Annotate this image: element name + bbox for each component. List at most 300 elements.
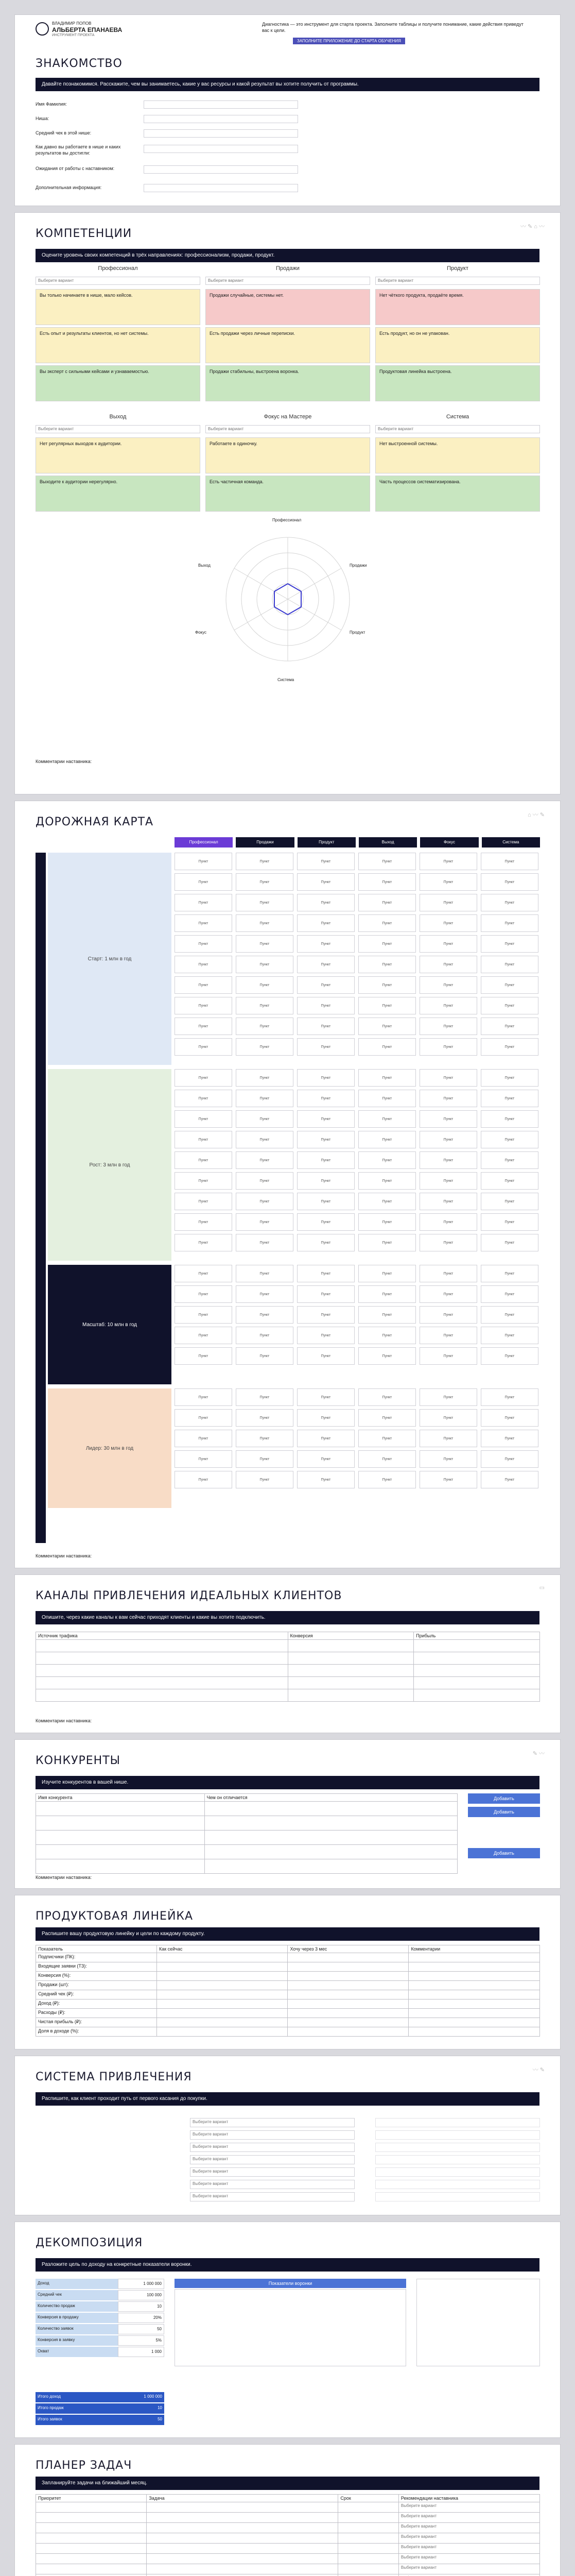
- table-row[interactable]: [36, 2564, 540, 2574]
- cell-input[interactable]: [338, 2574, 398, 2576]
- cell-input[interactable]: [156, 1990, 288, 1999]
- roadmap-item[interactable]: Пункт: [481, 976, 538, 994]
- table-row[interactable]: [36, 1953, 540, 1962]
- table-row[interactable]: [36, 2554, 540, 2564]
- system-step-select[interactable]: Выберите вариант: [190, 2180, 355, 2189]
- decomposition-value[interactable]: 10: [118, 2301, 164, 2312]
- table-row[interactable]: [36, 2533, 540, 2544]
- table-row[interactable]: [36, 2513, 540, 2523]
- roadmap-item[interactable]: Пункт: [175, 1038, 232, 1056]
- roadmap-item[interactable]: Пункт: [297, 1265, 355, 1282]
- roadmap-item[interactable]: Пункт: [297, 1069, 355, 1087]
- roadmap-item[interactable]: Пункт: [358, 1018, 416, 1035]
- roadmap-item[interactable]: Пункт: [358, 997, 416, 1014]
- roadmap-item[interactable]: Пункт: [175, 1018, 232, 1035]
- roadmap-item[interactable]: Пункт: [481, 997, 538, 1014]
- roadmap-item[interactable]: Пункт: [358, 1213, 416, 1231]
- roadmap-item[interactable]: Пункт: [481, 1347, 538, 1365]
- roadmap-item[interactable]: Пункт: [481, 956, 538, 973]
- roadmap-item[interactable]: Пункт: [175, 1285, 232, 1303]
- decomposition-value[interactable]: 100 000: [118, 2290, 164, 2300]
- roadmap-item[interactable]: Пункт: [358, 1069, 416, 1087]
- task-recommendation-select[interactable]: Выберите вариант: [398, 2513, 539, 2523]
- cell-input[interactable]: [409, 1953, 540, 1962]
- cell-input[interactable]: [288, 1962, 409, 1972]
- roadmap-item[interactable]: Пункт: [358, 1285, 416, 1303]
- roadmap-item[interactable]: Пункт: [175, 853, 232, 870]
- table-row[interactable]: [36, 2502, 540, 2513]
- task-recommendation-select[interactable]: Выберите вариант: [398, 2502, 539, 2513]
- table-row[interactable]: [36, 1981, 540, 1990]
- roadmap-item[interactable]: Пункт: [358, 1388, 416, 1406]
- cell-input[interactable]: [147, 2574, 338, 2576]
- extra-info-field[interactable]: [144, 184, 298, 192]
- cell-input[interactable]: [156, 2009, 288, 2018]
- select-focus[interactable]: Выберите вариант: [205, 425, 370, 433]
- roadmap-item[interactable]: Пункт: [175, 1471, 232, 1488]
- table-row[interactable]: [36, 1816, 458, 1831]
- cell-input[interactable]: [156, 1981, 288, 1990]
- roadmap-item[interactable]: Пункт: [420, 1090, 477, 1107]
- roadmap-item[interactable]: Пункт: [358, 1306, 416, 1324]
- roadmap-item[interactable]: Пункт: [481, 1069, 538, 1087]
- roadmap-item[interactable]: Пункт: [175, 935, 232, 953]
- roadmap-item[interactable]: Пункт: [297, 956, 355, 973]
- roadmap-item[interactable]: Пункт: [420, 894, 477, 911]
- roadmap-item[interactable]: Пункт: [175, 1213, 232, 1231]
- cell-input[interactable]: [338, 2564, 398, 2574]
- roadmap-item[interactable]: Пункт: [175, 1172, 232, 1190]
- roadmap-item[interactable]: Пункт: [297, 1193, 355, 1210]
- system-step-select[interactable]: Выберите вариант: [190, 2192, 355, 2201]
- roadmap-item[interactable]: Пункт: [420, 1430, 477, 1447]
- roadmap-item[interactable]: Пункт: [481, 935, 538, 953]
- roadmap-item[interactable]: Пункт: [236, 1018, 293, 1035]
- roadmap-item[interactable]: Пункт: [358, 1430, 416, 1447]
- roadmap-item[interactable]: Пункт: [358, 1327, 416, 1344]
- roadmap-item[interactable]: Пункт: [236, 997, 293, 1014]
- task-recommendation-select[interactable]: Выберите вариант: [398, 2544, 539, 2554]
- decomposition-value[interactable]: 50: [118, 2324, 164, 2334]
- table-row[interactable]: [36, 1665, 540, 1677]
- roadmap-item[interactable]: Пункт: [175, 873, 232, 891]
- cell-input[interactable]: [147, 2554, 338, 2564]
- roadmap-item[interactable]: Пункт: [420, 1234, 477, 1251]
- decomposition-value[interactable]: 1 000: [118, 2347, 164, 2357]
- roadmap-item[interactable]: Пункт: [481, 1306, 538, 1324]
- roadmap-item[interactable]: Пункт: [481, 1450, 538, 1468]
- roadmap-item[interactable]: Пункт: [481, 1471, 538, 1488]
- roadmap-item[interactable]: Пункт: [175, 1306, 232, 1324]
- roadmap-item[interactable]: Пункт: [175, 1327, 232, 1344]
- roadmap-item[interactable]: Пункт: [236, 1430, 293, 1447]
- roadmap-item[interactable]: Пункт: [297, 935, 355, 953]
- roadmap-item[interactable]: Пункт: [236, 935, 293, 953]
- roadmap-item[interactable]: Пункт: [236, 1131, 293, 1148]
- add-competitor-button[interactable]: Добавить: [468, 1793, 540, 1804]
- cell-input[interactable]: [338, 2523, 398, 2533]
- roadmap-item[interactable]: Пункт: [481, 1327, 538, 1344]
- roadmap-item[interactable]: Пункт: [175, 1388, 232, 1406]
- select-exit[interactable]: Выберите вариант: [36, 425, 200, 433]
- roadmap-item[interactable]: Пункт: [175, 997, 232, 1014]
- roadmap-item[interactable]: Пункт: [481, 1110, 538, 1128]
- roadmap-item[interactable]: Пункт: [420, 873, 477, 891]
- roadmap-item[interactable]: Пункт: [358, 1172, 416, 1190]
- cell-input[interactable]: [156, 2027, 288, 2037]
- roadmap-item[interactable]: Пункт: [236, 914, 293, 932]
- task-recommendation-select[interactable]: [398, 2574, 539, 2576]
- table-row[interactable]: [36, 2574, 540, 2576]
- roadmap-item[interactable]: Пункт: [297, 1151, 355, 1169]
- cell-input[interactable]: [147, 2502, 338, 2513]
- channels-table: [36, 1632, 540, 1702]
- roadmap-item[interactable]: Пункт: [236, 1388, 293, 1406]
- roadmap-item[interactable]: Пункт: [236, 1151, 293, 1169]
- roadmap-item[interactable]: Пункт: [420, 1471, 477, 1488]
- cell-input[interactable]: [409, 2027, 540, 2037]
- roadmap-item[interactable]: Пункт: [236, 1265, 293, 1282]
- table-row[interactable]: [36, 1640, 540, 1652]
- roadmap-item[interactable]: Пункт: [297, 1018, 355, 1035]
- cell-input[interactable]: [409, 1981, 540, 1990]
- roadmap-item[interactable]: Пункт: [481, 1388, 538, 1406]
- roadmap-item[interactable]: Пункт: [420, 976, 477, 994]
- table-row[interactable]: [36, 2523, 540, 2533]
- roadmap-item[interactable]: Пункт: [175, 1069, 232, 1087]
- roadmap-item[interactable]: Пункт: [420, 1069, 477, 1087]
- roadmap-item[interactable]: Пункт: [236, 1285, 293, 1303]
- roadmap-item[interactable]: Пункт: [358, 1409, 416, 1427]
- roadmap-item[interactable]: Пункт: [481, 894, 538, 911]
- roadmap-item[interactable]: Пункт: [297, 1234, 355, 1251]
- roadmap-item[interactable]: Пункт: [236, 1213, 293, 1231]
- roadmap-item[interactable]: Пункт: [481, 1213, 538, 1231]
- roadmap-item[interactable]: Пункт: [420, 997, 477, 1014]
- roadmap-item[interactable]: Пункт: [420, 1038, 477, 1056]
- cell-input[interactable]: [156, 2018, 288, 2027]
- roadmap-item[interactable]: Пункт: [236, 1172, 293, 1190]
- roadmap-item[interactable]: Пункт: [420, 1110, 477, 1128]
- table-row[interactable]: [36, 1677, 540, 1689]
- roadmap-item[interactable]: Пункт: [420, 1193, 477, 1210]
- cell-input[interactable]: [36, 2574, 147, 2576]
- roadmap-item[interactable]: Пункт: [420, 1131, 477, 1148]
- system-step-select[interactable]: Выберите вариант: [190, 2167, 355, 2177]
- cell-input[interactable]: [147, 2533, 338, 2544]
- roadmap-item[interactable]: Пункт: [297, 1347, 355, 1365]
- decomposition-value[interactable]: 1 000 000: [118, 2279, 164, 2289]
- roadmap-item[interactable]: Пункт: [175, 1430, 232, 1447]
- system-step-note[interactable]: [375, 2143, 540, 2152]
- roadmap-item[interactable]: Пункт: [175, 956, 232, 973]
- roadmap-item[interactable]: Пункт: [481, 1234, 538, 1251]
- cell-input[interactable]: [156, 1999, 288, 2009]
- roadmap-item[interactable]: Пункт: [481, 1409, 538, 1427]
- roadmap-item[interactable]: Пункт: [481, 1285, 538, 1303]
- roadmap-item[interactable]: Пункт: [297, 1213, 355, 1231]
- roadmap-item[interactable]: Пункт: [420, 1172, 477, 1190]
- roadmap-item[interactable]: Пункт: [236, 1193, 293, 1210]
- select-product[interactable]: Выберите вариант: [375, 277, 540, 285]
- roadmap-item[interactable]: Пункт: [297, 997, 355, 1014]
- cell-input[interactable]: [36, 2523, 147, 2533]
- roadmap-item[interactable]: Пункт: [420, 1388, 477, 1406]
- cell-input[interactable]: [288, 1953, 409, 1962]
- roadmap-item[interactable]: Пункт: [358, 1038, 416, 1056]
- roadmap-item[interactable]: Пункт: [420, 1450, 477, 1468]
- roadmap-item[interactable]: Пункт: [236, 1471, 293, 1488]
- system-step-select[interactable]: Выберите вариант: [190, 2130, 355, 2140]
- roadmap-item[interactable]: Пункт: [236, 1090, 293, 1107]
- roadmap-item[interactable]: Пункт: [297, 976, 355, 994]
- roadmap-item[interactable]: Пункт: [358, 935, 416, 953]
- roadmap-item[interactable]: Пункт: [236, 1306, 293, 1324]
- roadmap-item[interactable]: Пункт: [481, 914, 538, 932]
- table-row[interactable]: [36, 1990, 540, 1999]
- cell-input[interactable]: [147, 2544, 338, 2554]
- roadmap-item[interactable]: Пункт: [420, 1306, 477, 1324]
- roadmap-item[interactable]: Пункт: [420, 1327, 477, 1344]
- cell-input[interactable]: [288, 1999, 409, 2009]
- roadmap-item[interactable]: Пункт: [481, 1193, 538, 1210]
- cell-input[interactable]: [338, 2513, 398, 2523]
- roadmap-item[interactable]: Пункт: [297, 873, 355, 891]
- cell-input[interactable]: [288, 2027, 409, 2037]
- cell-input[interactable]: [409, 2009, 540, 2018]
- cell-input[interactable]: [156, 1972, 288, 1981]
- table-row[interactable]: [36, 1962, 540, 1972]
- roadmap-item[interactable]: Пункт: [297, 1131, 355, 1148]
- select-professional[interactable]: Выберите вариант: [36, 277, 200, 285]
- add-competitor-button[interactable]: Добавить: [468, 1848, 540, 1858]
- roadmap-item[interactable]: Пункт: [420, 1018, 477, 1035]
- roadmap-item[interactable]: Пункт: [358, 1151, 416, 1169]
- table-row[interactable]: [36, 2009, 540, 2018]
- roadmap-item[interactable]: Пункт: [358, 853, 416, 870]
- cell-input[interactable]: [156, 1953, 288, 1962]
- add-competitor-button[interactable]: Добавить: [468, 1807, 540, 1817]
- roadmap-item[interactable]: Пункт: [236, 1327, 293, 1344]
- roadmap-item[interactable]: Пункт: [236, 976, 293, 994]
- roadmap-item[interactable]: Пункт: [420, 1285, 477, 1303]
- expectations-field[interactable]: [144, 165, 298, 174]
- cell-input[interactable]: [36, 2544, 147, 2554]
- roadmap-item[interactable]: Пункт: [297, 1285, 355, 1303]
- roadmap-item[interactable]: Пункт: [358, 894, 416, 911]
- task-recommendation-select[interactable]: Выберите вариант: [398, 2554, 539, 2564]
- cell-input[interactable]: [409, 2018, 540, 2027]
- table-row[interactable]: [36, 1802, 458, 1816]
- roadmap-item[interactable]: Пункт: [175, 1450, 232, 1468]
- system-step-select[interactable]: Выберите вариант: [190, 2118, 355, 2127]
- roadmap-item[interactable]: Пункт: [420, 1151, 477, 1169]
- roadmap-item[interactable]: Пункт: [358, 1347, 416, 1365]
- name-field[interactable]: [144, 100, 298, 109]
- roadmap-item[interactable]: Пункт: [358, 914, 416, 932]
- roadmap-item[interactable]: Пункт: [358, 873, 416, 891]
- roadmap-item[interactable]: Пункт: [297, 914, 355, 932]
- system-step-note[interactable]: [375, 2192, 540, 2201]
- roadmap-item[interactable]: Пункт: [358, 1265, 416, 1282]
- cell-input[interactable]: [338, 2554, 398, 2564]
- system-step-select[interactable]: Выберите вариант: [190, 2155, 355, 2164]
- cell-input[interactable]: [288, 1981, 409, 1990]
- roadmap-item[interactable]: Пункт: [358, 956, 416, 973]
- cell-input[interactable]: [338, 2533, 398, 2544]
- system-step-select[interactable]: Выберите вариант: [190, 2143, 355, 2152]
- roadmap-item[interactable]: Пункт: [236, 894, 293, 911]
- cell-input[interactable]: [147, 2513, 338, 2523]
- cell-input[interactable]: [36, 2513, 147, 2523]
- roadmap-item[interactable]: Пункт: [297, 1450, 355, 1468]
- roadmap-item[interactable]: Пункт: [358, 1193, 416, 1210]
- system-step-note[interactable]: [375, 2167, 540, 2177]
- roadmap-item[interactable]: Пункт: [358, 1234, 416, 1251]
- task-recommendation-select[interactable]: Выберите вариант: [398, 2523, 539, 2533]
- decomposition-value[interactable]: 5%: [118, 2335, 164, 2346]
- roadmap-item[interactable]: Пункт: [175, 914, 232, 932]
- roadmap-item[interactable]: Пункт: [175, 1409, 232, 1427]
- roadmap-item[interactable]: Пункт: [175, 1193, 232, 1210]
- cell-input[interactable]: [409, 1990, 540, 1999]
- cell-input[interactable]: [288, 2018, 409, 2027]
- roadmap-item[interactable]: Пункт: [236, 1234, 293, 1251]
- system-step-note[interactable]: [375, 2118, 540, 2127]
- select-sales[interactable]: Выберите вариант: [205, 277, 370, 285]
- cell-input[interactable]: [288, 2009, 409, 2018]
- roadmap-item[interactable]: Пункт: [297, 1090, 355, 1107]
- mentor-notes-box[interactable]: [416, 2279, 540, 2366]
- system-step-note[interactable]: [375, 2155, 540, 2164]
- roadmap-item[interactable]: Пункт: [297, 853, 355, 870]
- roadmap-item[interactable]: Пункт: [481, 1018, 538, 1035]
- cell-input[interactable]: [36, 2554, 147, 2564]
- roadmap-item[interactable]: Пункт: [175, 1090, 232, 1107]
- roadmap-item[interactable]: Пункт: [420, 935, 477, 953]
- roadmap-item[interactable]: Пункт: [175, 1265, 232, 1282]
- cell-input[interactable]: [409, 1999, 540, 2009]
- cell-input[interactable]: [147, 2523, 338, 2533]
- system-step-note[interactable]: [375, 2180, 540, 2189]
- cell-input[interactable]: [288, 1990, 409, 1999]
- roadmap-item[interactable]: Пункт: [297, 1038, 355, 1056]
- price-field[interactable]: [144, 129, 298, 138]
- roadmap-item[interactable]: Пункт: [175, 1347, 232, 1365]
- roadmap-item[interactable]: Пункт: [420, 853, 477, 870]
- roadmap-item[interactable]: Пункт: [297, 1409, 355, 1427]
- roadmap-item[interactable]: Пункт: [481, 1131, 538, 1148]
- cell-input[interactable]: [36, 2564, 147, 2574]
- roadmap-item[interactable]: Пункт: [297, 1388, 355, 1406]
- roadmap-item[interactable]: Пункт: [236, 1450, 293, 1468]
- table-row[interactable]: [36, 1831, 458, 1845]
- table-row[interactable]: [36, 1689, 540, 1702]
- cell-input[interactable]: [288, 1972, 409, 1981]
- cell-input[interactable]: [409, 1972, 540, 1981]
- roadmap-item[interactable]: Пункт: [297, 894, 355, 911]
- table-row[interactable]: [36, 2544, 540, 2554]
- roadmap-item[interactable]: Пункт: [420, 914, 477, 932]
- niche-field[interactable]: [144, 115, 298, 123]
- roadmap-item[interactable]: Пункт: [236, 1038, 293, 1056]
- table-row[interactable]: [36, 1999, 540, 2009]
- roadmap-item[interactable]: Пункт: [481, 1038, 538, 1056]
- roadmap-item[interactable]: Пункт: [175, 1234, 232, 1251]
- roadmap-item[interactable]: Пункт: [420, 1347, 477, 1365]
- roadmap-item[interactable]: Пункт: [236, 853, 293, 870]
- roadmap-item[interactable]: Пункт: [297, 1471, 355, 1488]
- roadmap-item[interactable]: Пункт: [358, 1090, 416, 1107]
- roadmap-item[interactable]: Пункт: [481, 853, 538, 870]
- roadmap-item[interactable]: Пункт: [420, 1213, 477, 1231]
- table-row[interactable]: [36, 1652, 540, 1665]
- roadmap-item[interactable]: Пункт: [358, 1450, 416, 1468]
- roadmap-item[interactable]: Пункт: [236, 1069, 293, 1087]
- roadmap-item[interactable]: Пункт: [481, 1151, 538, 1169]
- roadmap-item[interactable]: Пункт: [481, 873, 538, 891]
- funnel-area[interactable]: [175, 2289, 406, 2366]
- decomposition-value[interactable]: 20%: [118, 2313, 164, 2323]
- roadmap-item[interactable]: Пункт: [297, 1327, 355, 1344]
- experience-field[interactable]: [144, 145, 298, 153]
- cell-input[interactable]: [36, 2533, 147, 2544]
- cell-input[interactable]: [409, 1962, 540, 1972]
- roadmap-item[interactable]: Пункт: [297, 1172, 355, 1190]
- roadmap-item[interactable]: Пункт: [358, 1471, 416, 1488]
- roadmap-item[interactable]: Пункт: [297, 1110, 355, 1128]
- task-recommendation-select[interactable]: Выберите вариант: [398, 2533, 539, 2544]
- select-system[interactable]: Выберите вариант: [375, 425, 540, 433]
- roadmap-item[interactable]: Пункт: [175, 894, 232, 911]
- cell-input[interactable]: [36, 2502, 147, 2513]
- roadmap-item[interactable]: Пункт: [175, 1110, 232, 1128]
- roadmap-item[interactable]: Пункт: [175, 1131, 232, 1148]
- roadmap-item[interactable]: Пункт: [236, 956, 293, 973]
- table-row[interactable]: [36, 1972, 540, 1981]
- roadmap-item[interactable]: Пункт: [236, 1409, 293, 1427]
- roadmap-item[interactable]: Пункт: [481, 1090, 538, 1107]
- roadmap-item[interactable]: Пункт: [175, 976, 232, 994]
- roadmap-item[interactable]: Пункт: [420, 956, 477, 973]
- roadmap-item[interactable]: Пункт: [481, 1265, 538, 1282]
- roadmap-item[interactable]: Пункт: [358, 1110, 416, 1128]
- system-step-note[interactable]: [375, 2130, 540, 2140]
- cell-input[interactable]: [338, 2502, 398, 2513]
- roadmap-item[interactable]: Пункт: [358, 976, 416, 994]
- roadmap-item[interactable]: Пункт: [358, 1131, 416, 1148]
- table-row[interactable]: [36, 1859, 458, 1874]
- roadmap-item[interactable]: Пункт: [236, 873, 293, 891]
- roadmap-item[interactable]: Пункт: [481, 1430, 538, 1447]
- roadmap-item[interactable]: Пункт: [236, 1347, 293, 1365]
- cell-input[interactable]: [156, 1962, 288, 1972]
- roadmap-item[interactable]: Пункт: [297, 1306, 355, 1324]
- table-row[interactable]: [36, 1845, 458, 1859]
- roadmap-item[interactable]: Пункт: [175, 1151, 232, 1169]
- table-row[interactable]: [36, 2018, 540, 2027]
- task-recommendation-select[interactable]: Выберите вариант: [398, 2564, 539, 2574]
- cell-input[interactable]: [338, 2544, 398, 2554]
- roadmap-item[interactable]: Пункт: [236, 1110, 293, 1128]
- table-row[interactable]: [36, 2027, 540, 2037]
- roadmap-item[interactable]: Пункт: [420, 1265, 477, 1282]
- roadmap-item[interactable]: Пункт: [297, 1430, 355, 1447]
- roadmap-item[interactable]: Пункт: [481, 1172, 538, 1190]
- cell-input[interactable]: [147, 2564, 338, 2574]
- decomposition-label: Конверсия в продажу: [36, 2313, 118, 2323]
- roadmap-item[interactable]: Пункт: [420, 1409, 477, 1427]
